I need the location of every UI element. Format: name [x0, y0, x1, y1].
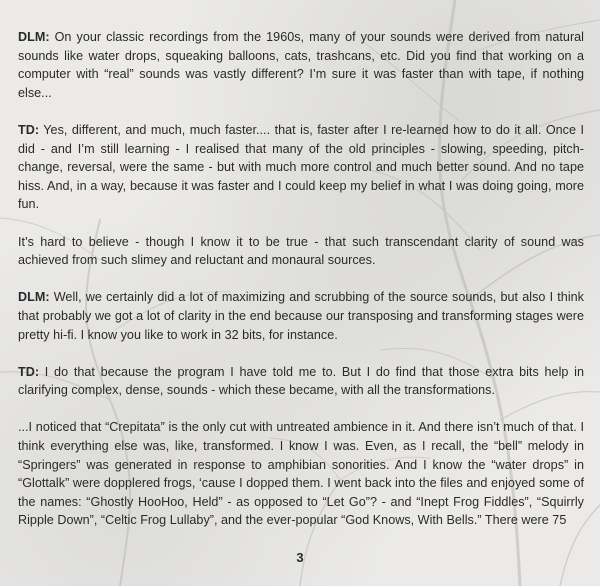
- paragraph-dlm-1: [18, 28, 584, 102]
- speaker-label: TD:: [18, 122, 40, 137]
- paragraph-td-2: [18, 363, 584, 400]
- paragraph-dlm-2: [18, 288, 584, 344]
- speaker-label: DLM:: [18, 290, 50, 305]
- paragraph-text: Yes, different, and much, much faster.... that is, faster after I re-learned how to do it all. Once I did - and I’m still learning - I realised that many of the old principles - slowing, speeding, pitch-change, reversal, were the same - but with much more control and much better sound. And no tape hiss. And, in a way, because it was faster and I could keep my belief in what I was doing going, more fun.: [18, 122, 584, 212]
- paragraph-text: It’s hard to believe - though I know it to be true - that such transcendant clarity of sound was achieved from such slimey and reluctant and monaural sources.: [18, 234, 584, 268]
- paragraph-text: I do that because the program I have told me to. But I do find that those extra bits help in clarifying complex, dense, sounds - which these became, with all the transformations.: [18, 364, 584, 398]
- paragraph-td-1: [18, 121, 584, 214]
- paragraph-text: Well, we certainly did a lot of maximizing and scrubbing of the source sounds, but also I think that probably we got a lot of clarity in the end because our transposing and transforming stages were pretty hi-fi. I know you like to work in 32 bits, for instance.: [18, 290, 584, 342]
- page-number: 3: [296, 550, 304, 565]
- paragraph-continuation-1: [18, 233, 584, 270]
- paragraph-text: On your classic recordings from the 1960s, many of your sounds were derived from natural sounds like water drops, squeaking balloons, cats, trashcans, etc. Did you find that working on a computer with “real” sounds was vastly different? I’m sure it was faster than with tape, if nothing else...: [18, 30, 584, 100]
- paragraph-text: ...I noticed that “Crepitata” is the only cut with untreated ambience in it. And there isn’t much of that. I think everything else was, like, transformed. I know I was. Even, as I recall, the “bell” melody in “Springers” was generated in response to amphibian sonorities. And I know the “water drops” in “Glottalk” were dopplered frogs, ‘cause I dopped them. I went back into the files and enjoyed some of the names: “Ghostly HooHoo, Held” - as opposed to “Let Go”? - and “Inept Frog Fiddles”, “Squirrly Ripple Down”, “Celtic Frog Lullaby”, and the ever-popular “God Knows, With Bells.” There were 75: [18, 420, 584, 528]
- speaker-label: DLM:: [18, 30, 50, 44]
- speaker-label: TD:: [18, 364, 40, 379]
- paragraph-continuation-2: [18, 418, 584, 530]
- interview-text: [18, 28, 584, 549]
